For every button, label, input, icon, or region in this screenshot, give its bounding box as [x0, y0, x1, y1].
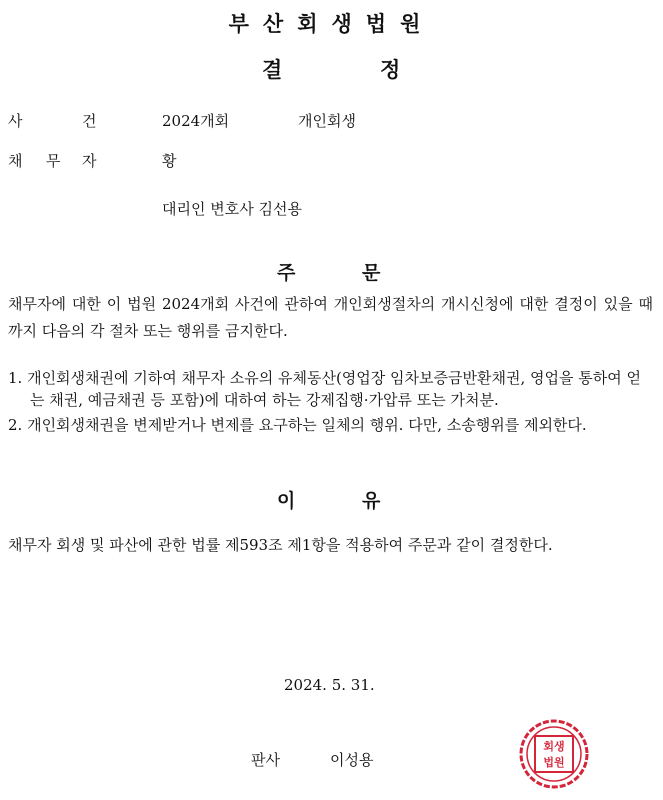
doc-type-right: 정: [380, 57, 401, 82]
order-item-1: 1. 개인회생채권에 기하여 채무자 소유의 유체동산(영업장 임차보증금반환채권, 영업을 통하여 얻는 채권, 예금채권 등 포함)에 대하여 하는 강제집행·가압류 또는 가처분.: [8, 369, 641, 409]
label-debtor-1: 채: [8, 152, 23, 170]
label-case-1: 사: [8, 112, 23, 130]
order-heading-left: 주: [277, 262, 296, 284]
order-paragraph: 채무자에 대한 이 법원 2024개회 사건에 관하여 개인회생절차의 개시신청에 대한 결정이 있을 때까지 다음의 각 절차 또는 행위를 금지한다.: [8, 295, 653, 340]
svg-text:회생: 회생: [543, 740, 565, 753]
doc-type-left: 결: [262, 57, 283, 82]
label-debtor-3: 자: [82, 152, 97, 170]
svg-text:법원: 법원: [543, 756, 565, 769]
court-name: 부산회생법원: [228, 11, 435, 36]
judge-label: 판사: [251, 751, 280, 769]
order-heading-right: 문: [362, 262, 381, 284]
case-type: 개인회생: [298, 112, 356, 130]
debtor-name: 황: [162, 152, 177, 170]
reason-heading-left: 이: [277, 490, 296, 512]
label-case-2: 건: [82, 112, 97, 130]
case-number: 2024개회: [162, 112, 230, 130]
judge-name: 이성용: [330, 751, 374, 769]
reason-paragraph: 채무자 회생 및 파산에 관한 법률 제593조 제1항을 적용하여 주문과 같이 결정한다.: [8, 536, 553, 554]
reason-heading-right: 유: [362, 490, 381, 512]
court-seal: [518, 718, 590, 790]
decision-date: 2024. 5. 31.: [284, 676, 375, 694]
label-debtor-2: 무: [46, 152, 61, 170]
order-item-2: 2. 개인회생채권을 변제받거나 변제를 요구하는 일체의 행위. 다만, 소송행위를 제외한다.: [8, 416, 587, 434]
debtor-agent: 대리인 변호사 김선용: [162, 200, 302, 218]
